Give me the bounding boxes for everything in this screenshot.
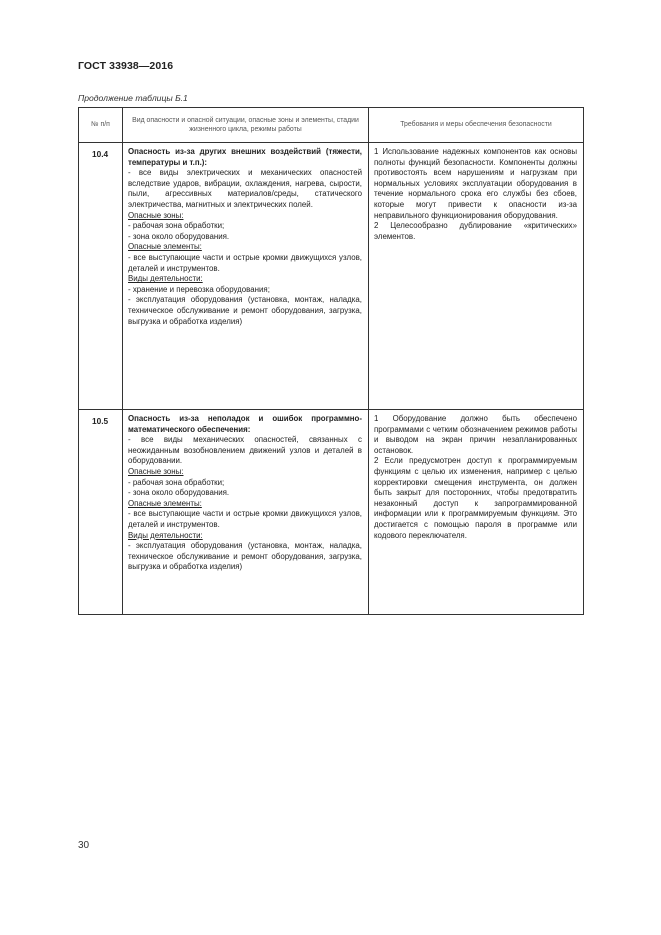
hazard-line: - эксплуатация оборудования (установка, монтаж, наладка, техническое обслуживание и ремонт оборудования, загрузка, выгрузка и обработка изделия)	[128, 541, 362, 572]
column-header-hazard: Вид опасности и опасной ситуации, опасные зоны и элементы, стадии жизненного цикла, режимы работы	[123, 108, 369, 143]
hazard-line: - все виды электрических и механических опасностей вследствие ударов, вибрации, охлаждения, нагрева, сырости, пыли, агрессивных материалов/среды, статического электричества, магнитных и электрических полей.	[128, 168, 362, 209]
hazard-line: - хранение и перевозка оборудования;	[128, 284, 270, 294]
hazard-table	[78, 107, 584, 615]
section-label-activities: Виды деятельности:	[128, 274, 203, 284]
hazard-line: - все выступающие части и острые кромки движущихся узлов, деталей и инструментов.	[128, 509, 362, 529]
table-caption: Продолжение таблицы Б.1	[78, 93, 188, 103]
hazard-line: - рабочая зона обработки;	[128, 477, 225, 487]
hazard-line: - зона около оборудования.	[128, 488, 230, 498]
row-number: 10.5	[79, 410, 123, 615]
requirements-cell	[369, 410, 584, 615]
row-number: 10.4	[79, 143, 123, 410]
hazard-line: - эксплуатация оборудования (установка, монтаж, наладка, техническое обслуживание и ремонт оборудования, загрузка, выгрузка и обработка изделия)	[128, 295, 362, 326]
hazard-line: - рабочая зона обработки;	[128, 221, 225, 231]
column-header-requirements: Требования и меры обеспечения безопасности	[369, 108, 584, 143]
requirement-item: 2 Если предусмотрен доступ к программируемым функциям с целью их изменения, например с целью корректировки смещения инструмента, он должен быть закрыт для посторонних, чтобы предотвратить незаконный доступ к запрограммированной информации или к программируемым функциям. Это достигается с помощью пароля в программе или кодового переключателя.	[374, 456, 577, 540]
section-label-elements: Опасные элементы:	[128, 242, 202, 252]
column-header-number: № п/п	[79, 108, 123, 143]
hazard-cell	[123, 143, 369, 410]
document-header: ГОСТ 33938—2016	[78, 60, 174, 72]
page-number: 30	[78, 840, 90, 851]
requirement-item: 1 Оборудование должно быть обеспечено программами с четким обозначением режимов работы и выводом на экран причин незапланированных остановок.	[374, 414, 577, 455]
table-header-row	[79, 108, 584, 143]
hazard-title: Опасность из-за других внешних воздействий (тяжести, температуры и т.п.):	[128, 147, 362, 167]
section-label-zones: Опасные зоны:	[128, 210, 184, 220]
requirements-cell	[369, 143, 584, 410]
requirement-item: 1 Использование надежных компонентов как основы полноты функций безопасности. Компоненты должны противостоять всем нарушениям и нагрузкам при нормальных условиях эксплуатации оборудования в течение нормального срока его службы без сбоев, которые могут привести к опасности из-за неправильного функционирования оборудования.	[374, 147, 577, 220]
section-label-activities: Виды деятельности:	[128, 530, 203, 540]
section-label-zones: Опасные зоны:	[128, 466, 184, 476]
section-label-elements: Опасные элементы:	[128, 498, 202, 508]
hazard-line: - зона около оборудования.	[128, 231, 230, 241]
requirement-item: 2 Целесообразно дублирование «критических» элементов.	[374, 221, 577, 241]
table-row	[79, 143, 584, 410]
hazard-line: - все выступающие части и острые кромки движущихся узлов, деталей и инструментов.	[128, 252, 362, 273]
table-row	[79, 410, 584, 615]
hazard-title: Опасность из-за неполадок и ошибок программно-математического обеспечения:	[128, 414, 362, 434]
hazard-line: - все виды механических опасностей, связанных с неожиданным возобновлением движений узлов и деталей в оборудовании.	[128, 435, 362, 466]
hazard-cell	[123, 410, 369, 615]
